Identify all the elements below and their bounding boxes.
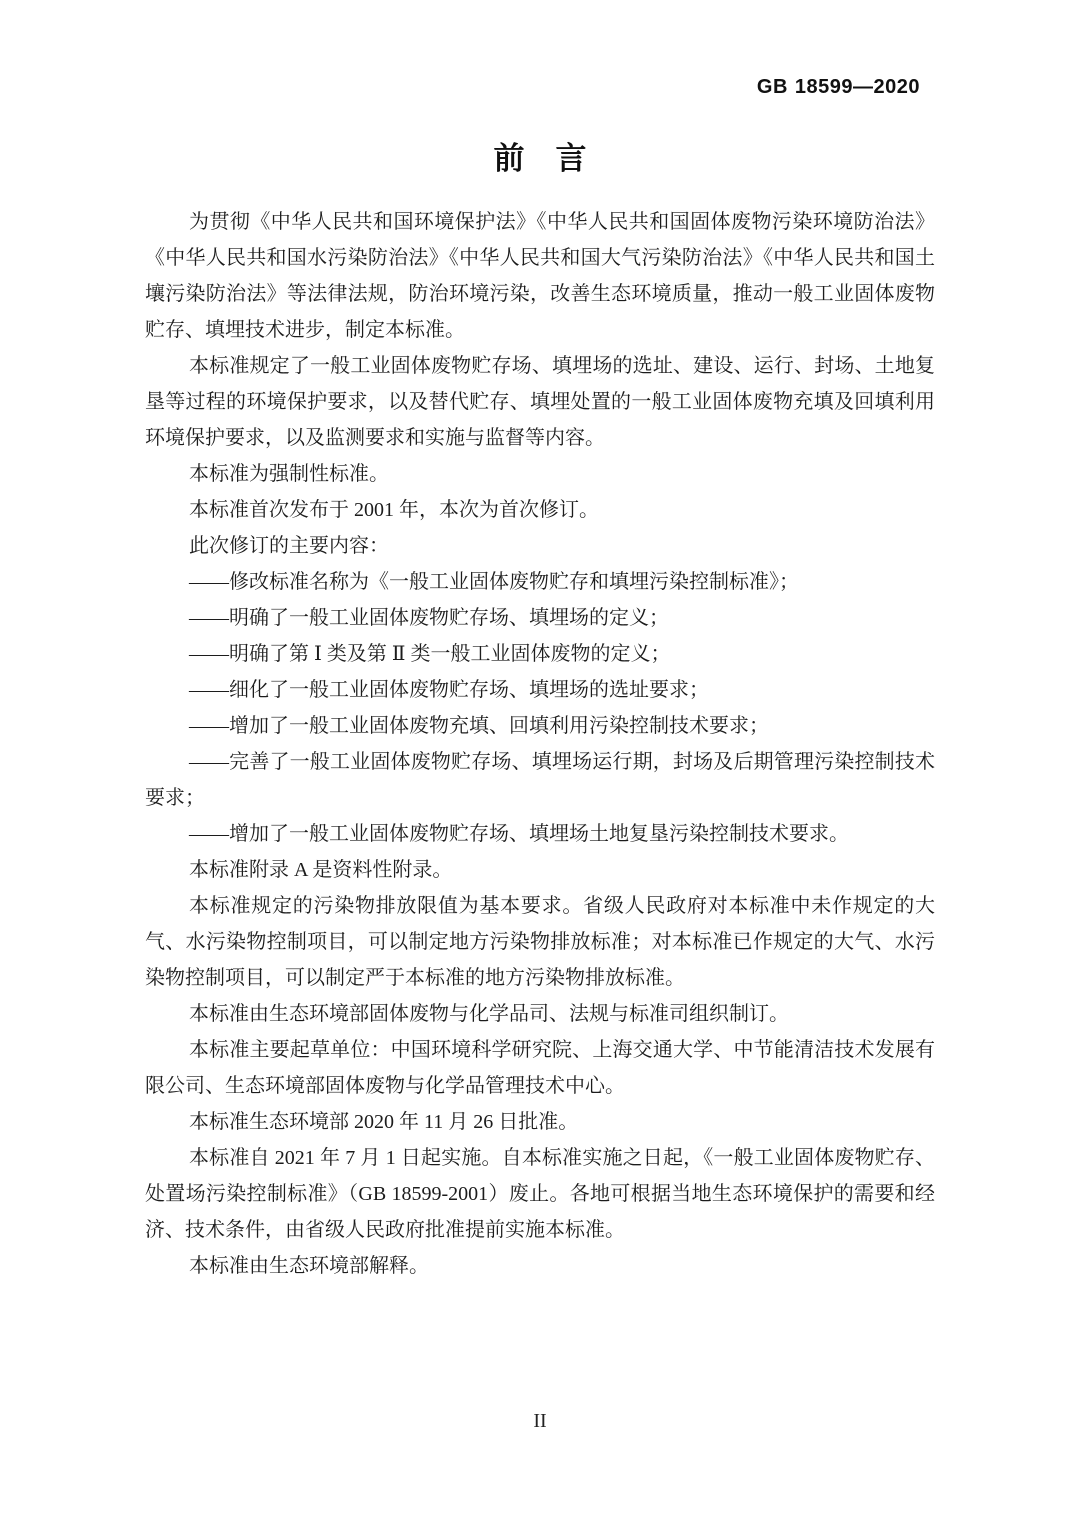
page-title: 前 言 [493, 141, 587, 176]
paragraph-scope: 本标准规定了一般工业固体废物贮存场、填埋场的选址、建设、运行、封场、土地复垦等过程的环境保护要求，以及替代贮存、填埋处置的一般工业固体废物充填及回填利用环境保护要求，以及监测要求和实施与监督等内容。 [145, 355, 935, 449]
revision-item-2: ——明确了一般工业固体废物贮存场、填埋场的定义； [189, 607, 669, 629]
paragraph-drafters: 本标准主要起草单位：中国环境科学研究院、上海交通大学、中节能清洁技术发展有限公司、生态环境部固体废物与化学品管理技术中心。 [145, 1039, 935, 1097]
revision-item-7: ——增加了一般工业固体废物贮存场、填埋场土地复垦污染控制技术要求。 [189, 823, 849, 845]
paragraph-approval: 本标准生态环境部 2020 年 11 月 26 日批准。 [189, 1111, 579, 1133]
document-body [145, 204, 935, 1284]
standard-code-number: 18599—2020 [794, 76, 920, 98]
standard-code-prefix: GB [756, 76, 788, 98]
paragraph-interpretation: 本标准由生态环境部解释。 [189, 1255, 429, 1277]
revision-item-3: ——明确了第 Ⅰ 类及第 Ⅱ 类一般工业固体废物的定义； [189, 643, 671, 665]
standard-code [757, 76, 920, 99]
revision-item-4: ——细化了一般工业固体废物贮存场、填埋场的选址要求； [189, 679, 709, 701]
paragraph-first-issue: 本标准首次发布于 2001 年，本次为首次修订。 [189, 499, 599, 521]
paragraph-appendix: 本标准附录 A 是资料性附录。 [189, 859, 453, 881]
paragraph-mandatory: 本标准为强制性标准。 [189, 463, 389, 485]
page-number: II [533, 1410, 547, 1432]
revision-item-6: ——完善了一般工业固体废物贮存场、填埋场运行期，封场及后期管理污染控制技术要求； [145, 751, 935, 809]
paragraph-implementation: 本标准自 2021 年 7 月 1 日起实施。自本标准实施之日起，《一般工业固体废物贮存、处置场污染控制标准》（GB 18599-2001）废止。各地可根据当地生态环境保护的需要和经济、技术条件，由省级人民政府批准提前实施本标准。 [145, 1147, 935, 1241]
revision-item-5: ——增加了一般工业固体废物充填、回填利用污染控制技术要求； [189, 715, 769, 737]
paragraph-revision-lead: 此次修订的主要内容： [189, 535, 389, 557]
paragraph-limits: 本标准规定的污染物排放限值为基本要求。省级人民政府对本标准中未作规定的大气、水污染物控制项目，可以制定地方污染物排放标准；对本标准已作规定的大气、水污染物控制项目，可以制定严于本标准的地方污染物排放标准。 [145, 895, 935, 989]
revision-item-1: ——修改标准名称为《一般工业固体废物贮存和填埋污染控制标准》； [189, 571, 799, 593]
paragraph-organizer: 本标准由生态环境部固体废物与化学品司、法规与标准司组织制订。 [189, 1003, 789, 1025]
paragraph-intro: 为贯彻《中华人民共和国环境保护法》《中华人民共和国固体废物污染环境防治法》《中华人民共和国水污染防治法》《中华人民共和国大气污染防治法》《中华人民共和国土壤污染防治法》等法律法规，防治环境污染，改善生态环境质量，推动一般工业固体废物贮存、填埋技术进步，制定本标准。 [145, 211, 935, 341]
